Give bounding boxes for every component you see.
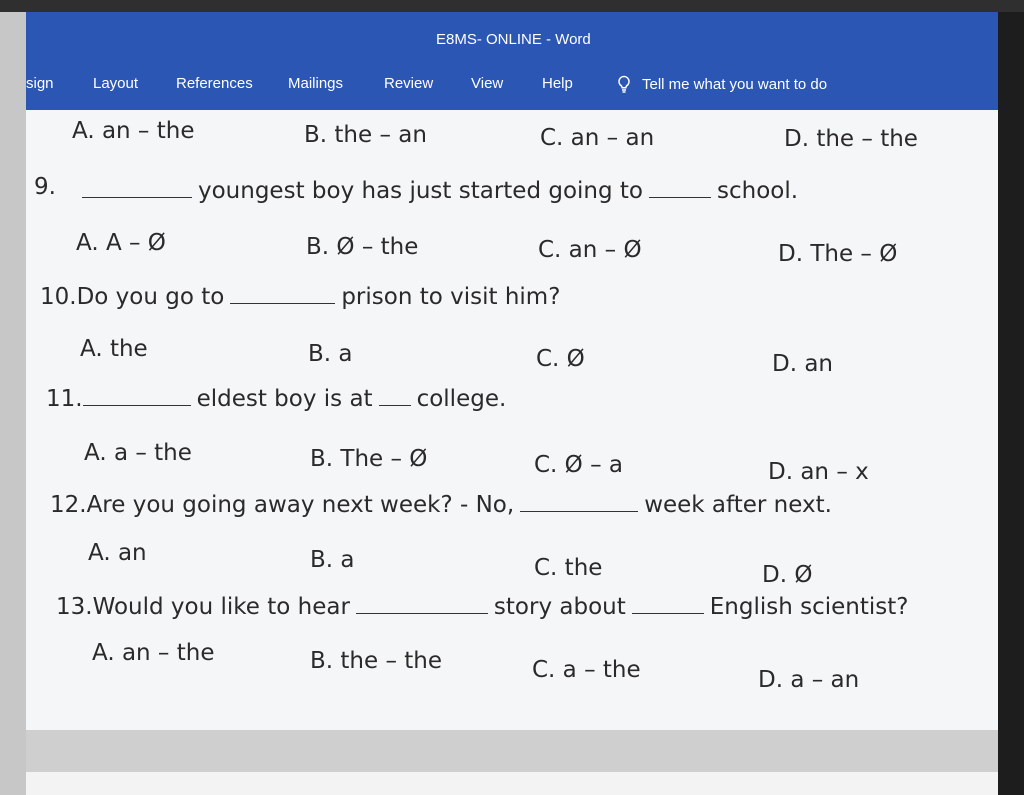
q9-option-c: C. an – Ø [538, 237, 642, 263]
document-bottom-gutter [26, 730, 998, 795]
q11-stem-part1: eldest boy is at [196, 386, 373, 412]
q10-option-c: C. Ø [536, 346, 585, 372]
q11-stem-part2: college. [416, 386, 507, 412]
q10-stem-part2: prison to visit him? [341, 284, 561, 310]
q11-option-b: B. The – Ø [310, 446, 428, 472]
q10-option-a: A. the [80, 336, 148, 362]
tell-me-label: Tell me what you want to do [642, 76, 828, 93]
q9-option-b: B. Ø – the [306, 234, 419, 260]
q13-stem-part3: English scientist? [709, 594, 909, 620]
screen-top-bezel [0, 0, 1024, 12]
q11-blank-2[interactable] [379, 405, 411, 406]
q9-blank-1[interactable] [82, 197, 192, 198]
document-page[interactable] [26, 110, 998, 730]
next-page-edge [26, 772, 998, 795]
q9-stem-part2: school. [717, 178, 799, 204]
q12-stem-part2: week after next. [644, 492, 832, 518]
q13-blank-2[interactable] [632, 613, 704, 614]
q13-stem-part1: 13.Would you like to hear [56, 594, 350, 620]
tab-review[interactable]: Review [384, 75, 434, 92]
q8-option-d: D. the – the [784, 126, 918, 152]
lightbulb-icon [616, 75, 632, 93]
tab-layout[interactable]: Layout [93, 75, 139, 92]
q10-blank[interactable] [230, 303, 335, 304]
q10-option-d: D. an [772, 351, 834, 377]
q13-blank-1[interactable] [356, 613, 488, 614]
q8-option-a: A. an – the [72, 118, 195, 144]
word-ribbon [26, 12, 998, 110]
tab-design[interactable]: sign [26, 75, 54, 92]
q10-option-b: B. a [308, 341, 353, 367]
q12-option-d: D. Ø [762, 562, 813, 588]
q10-stem-part1: 10.Do you go to [40, 284, 225, 310]
q12-option-b: B. a [310, 547, 355, 573]
q8-option-b: B. the – an [304, 122, 427, 148]
q13-option-d: D. a – an [758, 667, 860, 693]
q11-blank-1[interactable] [83, 405, 191, 406]
tab-view[interactable]: View [471, 75, 504, 92]
q12-option-c: C. the [534, 555, 603, 581]
screen-right-bezel [998, 12, 1024, 795]
q13-stem [56, 594, 908, 620]
q9-stem-part1: youngest boy has just started going to [198, 178, 644, 204]
q11-option-a: A. a – the [84, 440, 192, 466]
screen-left-edge [0, 12, 26, 795]
q8-option-c: C. an – an [540, 125, 655, 151]
q12-stem-part1: 12.Are you going away next week? - No, [50, 492, 515, 518]
q13-option-b: B. the – the [310, 648, 443, 674]
q13-option-a: A. an – the [92, 640, 215, 666]
q13-option-c: C. a – the [532, 657, 641, 683]
q12-stem [50, 492, 832, 518]
q9-option-d: D. The – Ø [778, 241, 898, 267]
q11-option-c: C. Ø – a [534, 452, 624, 478]
q9-stem [76, 178, 798, 204]
tell-me-search[interactable] [616, 75, 827, 93]
tab-mailings[interactable]: Mailings [288, 75, 344, 92]
q9-number: 9. [34, 174, 56, 200]
q13-stem-part2: story about [493, 594, 626, 620]
q11-stem [46, 386, 506, 412]
q11-number: 11. [46, 386, 83, 412]
tab-help[interactable]: Help [542, 75, 573, 92]
window-title: E8MS- ONLINE - Word [436, 31, 591, 48]
tab-references[interactable]: References [176, 75, 253, 92]
q9-option-a: A. A – Ø [76, 230, 166, 256]
q9-blank-2[interactable] [649, 197, 711, 198]
q12-blank[interactable] [520, 511, 638, 512]
q12-option-a: A. an [88, 540, 147, 566]
q11-option-d: D. an – x [768, 459, 869, 485]
q10-stem [40, 284, 560, 310]
